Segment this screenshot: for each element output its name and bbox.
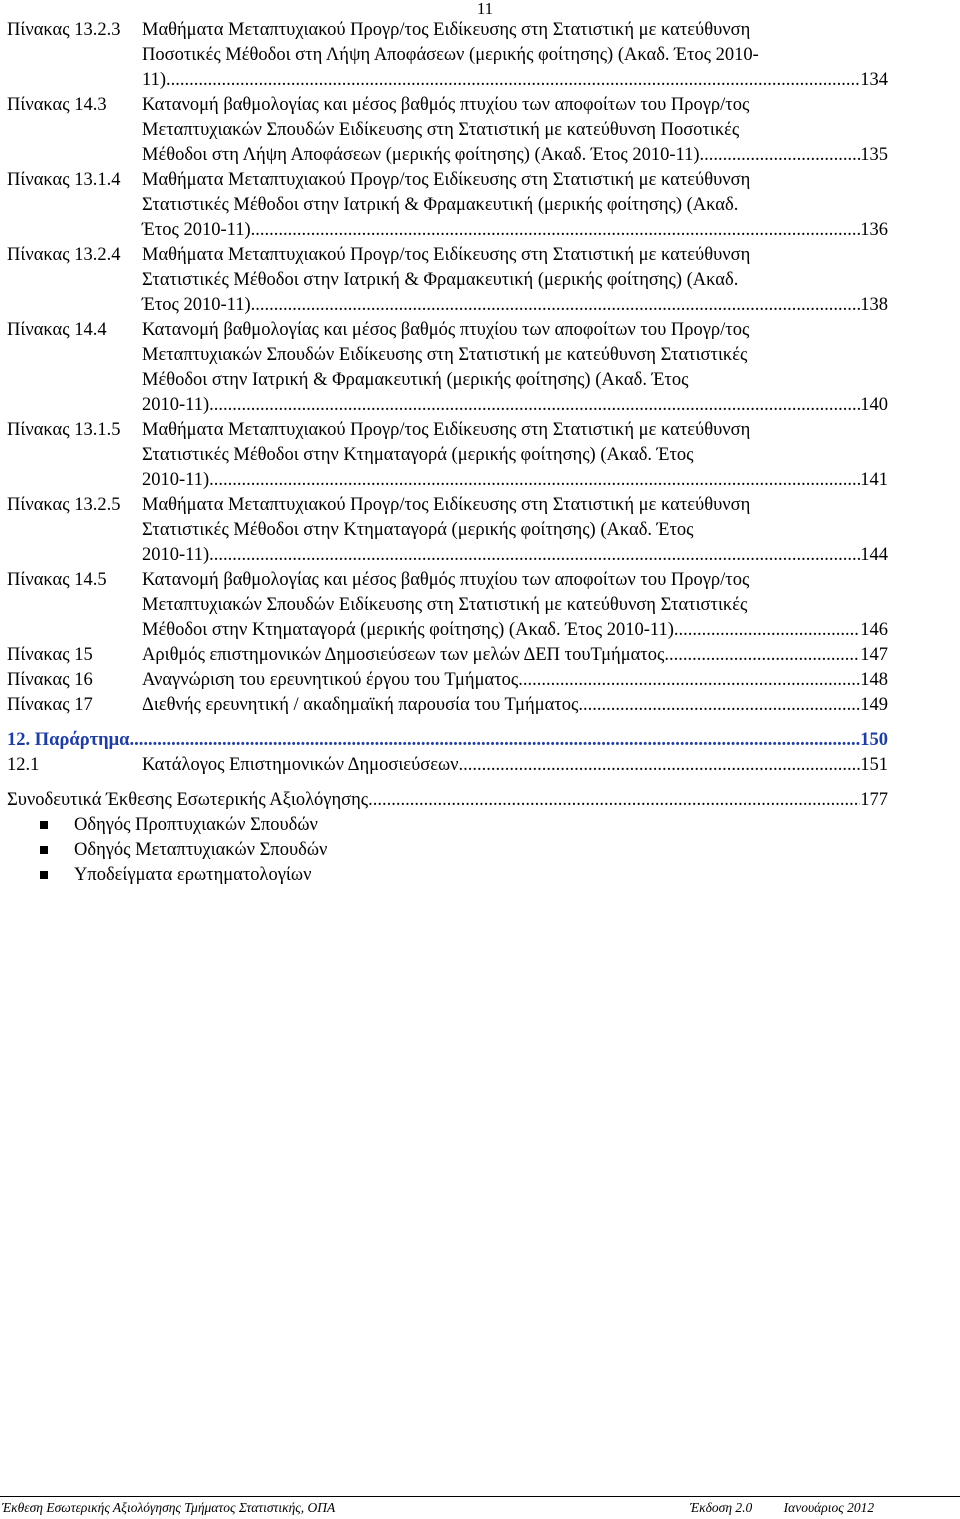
toc-entry-label: Πίνακας 13.2.4 (7, 245, 121, 265)
toc-entry-body (142, 168, 888, 243)
toc-entry[interactable] (0, 643, 960, 668)
toc-entry-text: Διεθνής ερευνητική / ακαδημαϊκή παρουσία του Τμήματος (142, 695, 579, 715)
toc-entry-text: 2010-11) (142, 395, 210, 415)
toc-entry-body (142, 18, 888, 93)
toc-entry[interactable] (0, 168, 960, 243)
footer-document-title: Έκθεση Εσωτερικής Αξιολόγησης Τμήματος Στατιστικής, ΟΠΑ (2, 1500, 336, 1515)
bullet-text: Οδηγός Προπτυχιακών Σπουδών (74, 815, 318, 835)
companion-documents-entry[interactable] (0, 788, 888, 813)
bullet-text: Οδηγός Μεταπτυχιακών Σπουδών (74, 840, 328, 860)
footer-date: Ιανουάριος 2012 (783, 1500, 875, 1515)
toc-entry-label: Πίνακας 14.4 (7, 320, 107, 340)
toc-entry-line: Στατιστικές Μέθοδοι στην Κτηματαγορά (μερικής φοίτησης) (Ακαδ. Έτος (142, 445, 694, 465)
toc-entry[interactable] (0, 493, 960, 568)
toc-entry-body (142, 568, 888, 643)
toc-entry-label: Πίνακας 13.2.5 (7, 495, 121, 515)
toc-entry[interactable] (0, 318, 960, 418)
dot-leader (578, 693, 860, 718)
dot-leader (699, 143, 860, 168)
companion-title: Συνοδευτικά Έκθεσης Εσωτερικής Αξιολόγησης (7, 790, 369, 810)
toc-entry-line: Ποσοτικές Μέθοδοι στη Λήψη Αποφάσεων (μερικής φοίτησης) (Ακαδ. Έτος 2010- (142, 45, 759, 65)
toc-entry-text: Αναγνώριση του ερευνητικού έργου του Τμήματος (142, 670, 519, 690)
toc-page-number: 151 (860, 755, 888, 775)
square-bullet-icon (40, 846, 48, 854)
toc-entry[interactable] (0, 568, 960, 643)
dot-leader (166, 68, 860, 93)
toc-page-number: 144 (860, 545, 888, 565)
dot-leader (674, 618, 860, 643)
toc-entry-body (142, 493, 888, 568)
page-footer (0, 1496, 960, 1515)
toc-entry-text: Κατάλογος Επιστημονικών Δημοσιεύσεων (142, 755, 459, 775)
toc-entry-last-line (142, 293, 888, 318)
toc-entry-last-line (142, 393, 888, 418)
dot-leader (368, 788, 860, 813)
appendix-title: 12. Παράρτημα (7, 730, 130, 750)
toc-entry-body (142, 243, 888, 318)
toc-entry-label: Πίνακας 14.5 (7, 570, 107, 590)
toc-entry-last-line (142, 468, 888, 493)
toc-entry-publications[interactable] (0, 753, 960, 778)
dot-leader (251, 218, 861, 243)
toc-page-number: 138 (860, 295, 888, 315)
dot-leader (209, 543, 860, 568)
toc-entry[interactable] (0, 18, 960, 93)
toc-entry-label: Πίνακας 17 (7, 695, 93, 715)
bullet-item (40, 813, 960, 838)
page-number: 11 (476, 0, 494, 18)
toc-entry-last-line (142, 643, 888, 668)
toc-entry[interactable] (0, 418, 960, 493)
toc-entry-line: Μεταπτυχιακών Σπουδών Ειδίκευσης στη Στατιστική με κατεύθυνση Στατιστικές (142, 345, 748, 365)
toc-entry-label: Πίνακας 13.1.4 (7, 170, 121, 190)
table-of-contents (0, 18, 960, 888)
toc-entry-body (142, 93, 888, 168)
toc-entry-body (142, 643, 888, 668)
bullet-item (40, 863, 960, 888)
toc-entry-line: Κατανομή βαθμολογίας και μέσος βαθμός πτυχίου των αποφοίτων του Προγρ/τος (142, 570, 750, 590)
toc-entry-text: Μέθοδοι στη Λήψη Αποφάσεων (μερικής φοίτησης) (Ακαδ. Έτος 2010-11) (142, 145, 700, 165)
bullet-item (40, 838, 960, 863)
dot-leader (129, 728, 860, 753)
toc-entry-label: 12.1 (7, 755, 40, 775)
toc-entry-body (142, 318, 888, 418)
toc-entry-line: Κατανομή βαθμολογίας και μέσος βαθμός πτυχίου των αποφοίτων του Προγρ/τος (142, 95, 750, 115)
toc-entry-label: Πίνακας 16 (7, 670, 93, 690)
dot-leader (664, 643, 860, 668)
square-bullet-icon (40, 821, 48, 829)
toc-entry-body (142, 418, 888, 493)
appendix-heading[interactable] (0, 728, 888, 753)
toc-entry-last-line (142, 143, 888, 168)
toc-entry-label: Πίνακας 14.3 (7, 95, 107, 115)
toc-entry-line: Μαθήματα Μεταπτυχιακού Προγρ/τος Ειδίκευσης στη Στατιστική με κατεύθυνση (142, 170, 751, 190)
appendix-page-number: 150 (860, 730, 888, 750)
toc-entry-last-line (142, 693, 888, 718)
toc-page-number: 149 (860, 695, 888, 715)
toc-entry-line: Κατανομή βαθμολογίας και μέσος βαθμός πτυχίου των αποφοίτων του Προγρ/τος (142, 320, 750, 340)
toc-entry-line: Μεταπτυχιακών Σπουδών Ειδίκευσης στη Στατιστική με κατεύθυνση Στατιστικές (142, 595, 748, 615)
toc-entry-body (142, 753, 888, 778)
toc-entry-last-line (142, 753, 888, 778)
bullet-text: Υποδείγματα ερωτηματολογίων (74, 865, 312, 885)
toc-entry-last-line (142, 618, 888, 643)
toc-entry-line: Μαθήματα Μεταπτυχιακού Προγρ/τος Ειδίκευσης στη Στατιστική με κατεύθυνση (142, 495, 751, 515)
toc-entry-text: Έτος 2010-11) (142, 295, 251, 315)
toc-entry-text: 2010-11) (142, 470, 210, 490)
companion-page-number: 177 (860, 790, 888, 810)
toc-entry[interactable] (0, 93, 960, 168)
toc-entry-text: Έτος 2010-11) (142, 220, 251, 240)
dot-leader (251, 293, 861, 318)
footer-edition-info (690, 1498, 874, 1518)
footer-edition: Έκδοση 2.0 (690, 1500, 753, 1515)
toc-entry-body (142, 668, 888, 693)
toc-entry-last-line (142, 668, 888, 693)
toc-entry[interactable] (0, 693, 960, 718)
toc-entry-body (142, 693, 888, 718)
toc-entry-line: Μαθήματα Μεταπτυχιακού Προγρ/τος Ειδίκευσης στη Στατιστική με κατεύθυνση (142, 420, 751, 440)
toc-entry-line: Στατιστικές Μέθοδοι στην Ιατρική & Φραμακευτική (μερικής φοίτησης) (Ακαδ. (142, 195, 739, 215)
toc-page-number: 134 (860, 70, 888, 90)
toc-page-number: 146 (860, 620, 888, 640)
toc-entry-line: Μεταπτυχιακών Σπουδών Ειδίκευσης στη Στατιστική με κατεύθυνση Ποσοτικές (142, 120, 740, 140)
toc-entry[interactable] (0, 668, 960, 693)
toc-entry-label: Πίνακας 13.2.3 (7, 20, 121, 40)
companion-bullet-list (0, 813, 960, 888)
toc-page-number: 135 (860, 145, 888, 165)
toc-entry-line: Στατιστικές Μέθοδοι στην Ιατρική & Φραμακευτική (μερικής φοίτησης) (Ακαδ. (142, 270, 739, 290)
toc-entry-label: Πίνακας 13.1.5 (7, 420, 121, 440)
dot-leader (209, 468, 860, 493)
toc-page-number: 147 (860, 645, 888, 665)
toc-entry-line: Μαθήματα Μεταπτυχιακού Προγρ/τος Ειδίκευσης στη Στατιστική με κατεύθυνση (142, 245, 751, 265)
toc-entry-last-line (142, 218, 888, 243)
toc-entry-text: Αριθμός επιστημονικών Δημοσιεύσεων των μελών ΔΕΠ τουΤμήματος (142, 645, 665, 665)
toc-entry-label: Πίνακας 15 (7, 645, 93, 665)
toc-page-number: 140 (860, 395, 888, 415)
toc-entry-line: Στατιστικές Μέθοδοι στην Κτηματαγορά (μερικής φοίτησης) (Ακαδ. Έτος (142, 520, 694, 540)
dot-leader (459, 753, 861, 778)
dot-leader (209, 393, 860, 418)
toc-entry-text: 2010-11) (142, 545, 210, 565)
toc-page-number: 136 (860, 220, 888, 240)
toc-page-number: 141 (860, 470, 888, 490)
dot-leader (518, 668, 860, 693)
toc-entry-line: Μέθοδοι στην Ιατρική & Φραμακευτική (μερικής φοίτησης) (Ακαδ. Έτος (142, 370, 689, 390)
toc-entry-text: Μέθοδοι στην Κτηματαγορά (μερικής φοίτησης) (Ακαδ. Έτος 2010-11) (142, 620, 674, 640)
toc-page-number: 148 (860, 670, 888, 690)
toc-entry[interactable] (0, 243, 960, 318)
square-bullet-icon (40, 871, 48, 879)
toc-entry-last-line (142, 543, 888, 568)
toc-entry-line: Μαθήματα Μεταπτυχιακού Προγρ/τος Ειδίκευσης στη Στατιστική με κατεύθυνση (142, 20, 751, 40)
toc-entry-last-line (142, 68, 888, 93)
toc-entry-text: 11) (142, 70, 166, 90)
